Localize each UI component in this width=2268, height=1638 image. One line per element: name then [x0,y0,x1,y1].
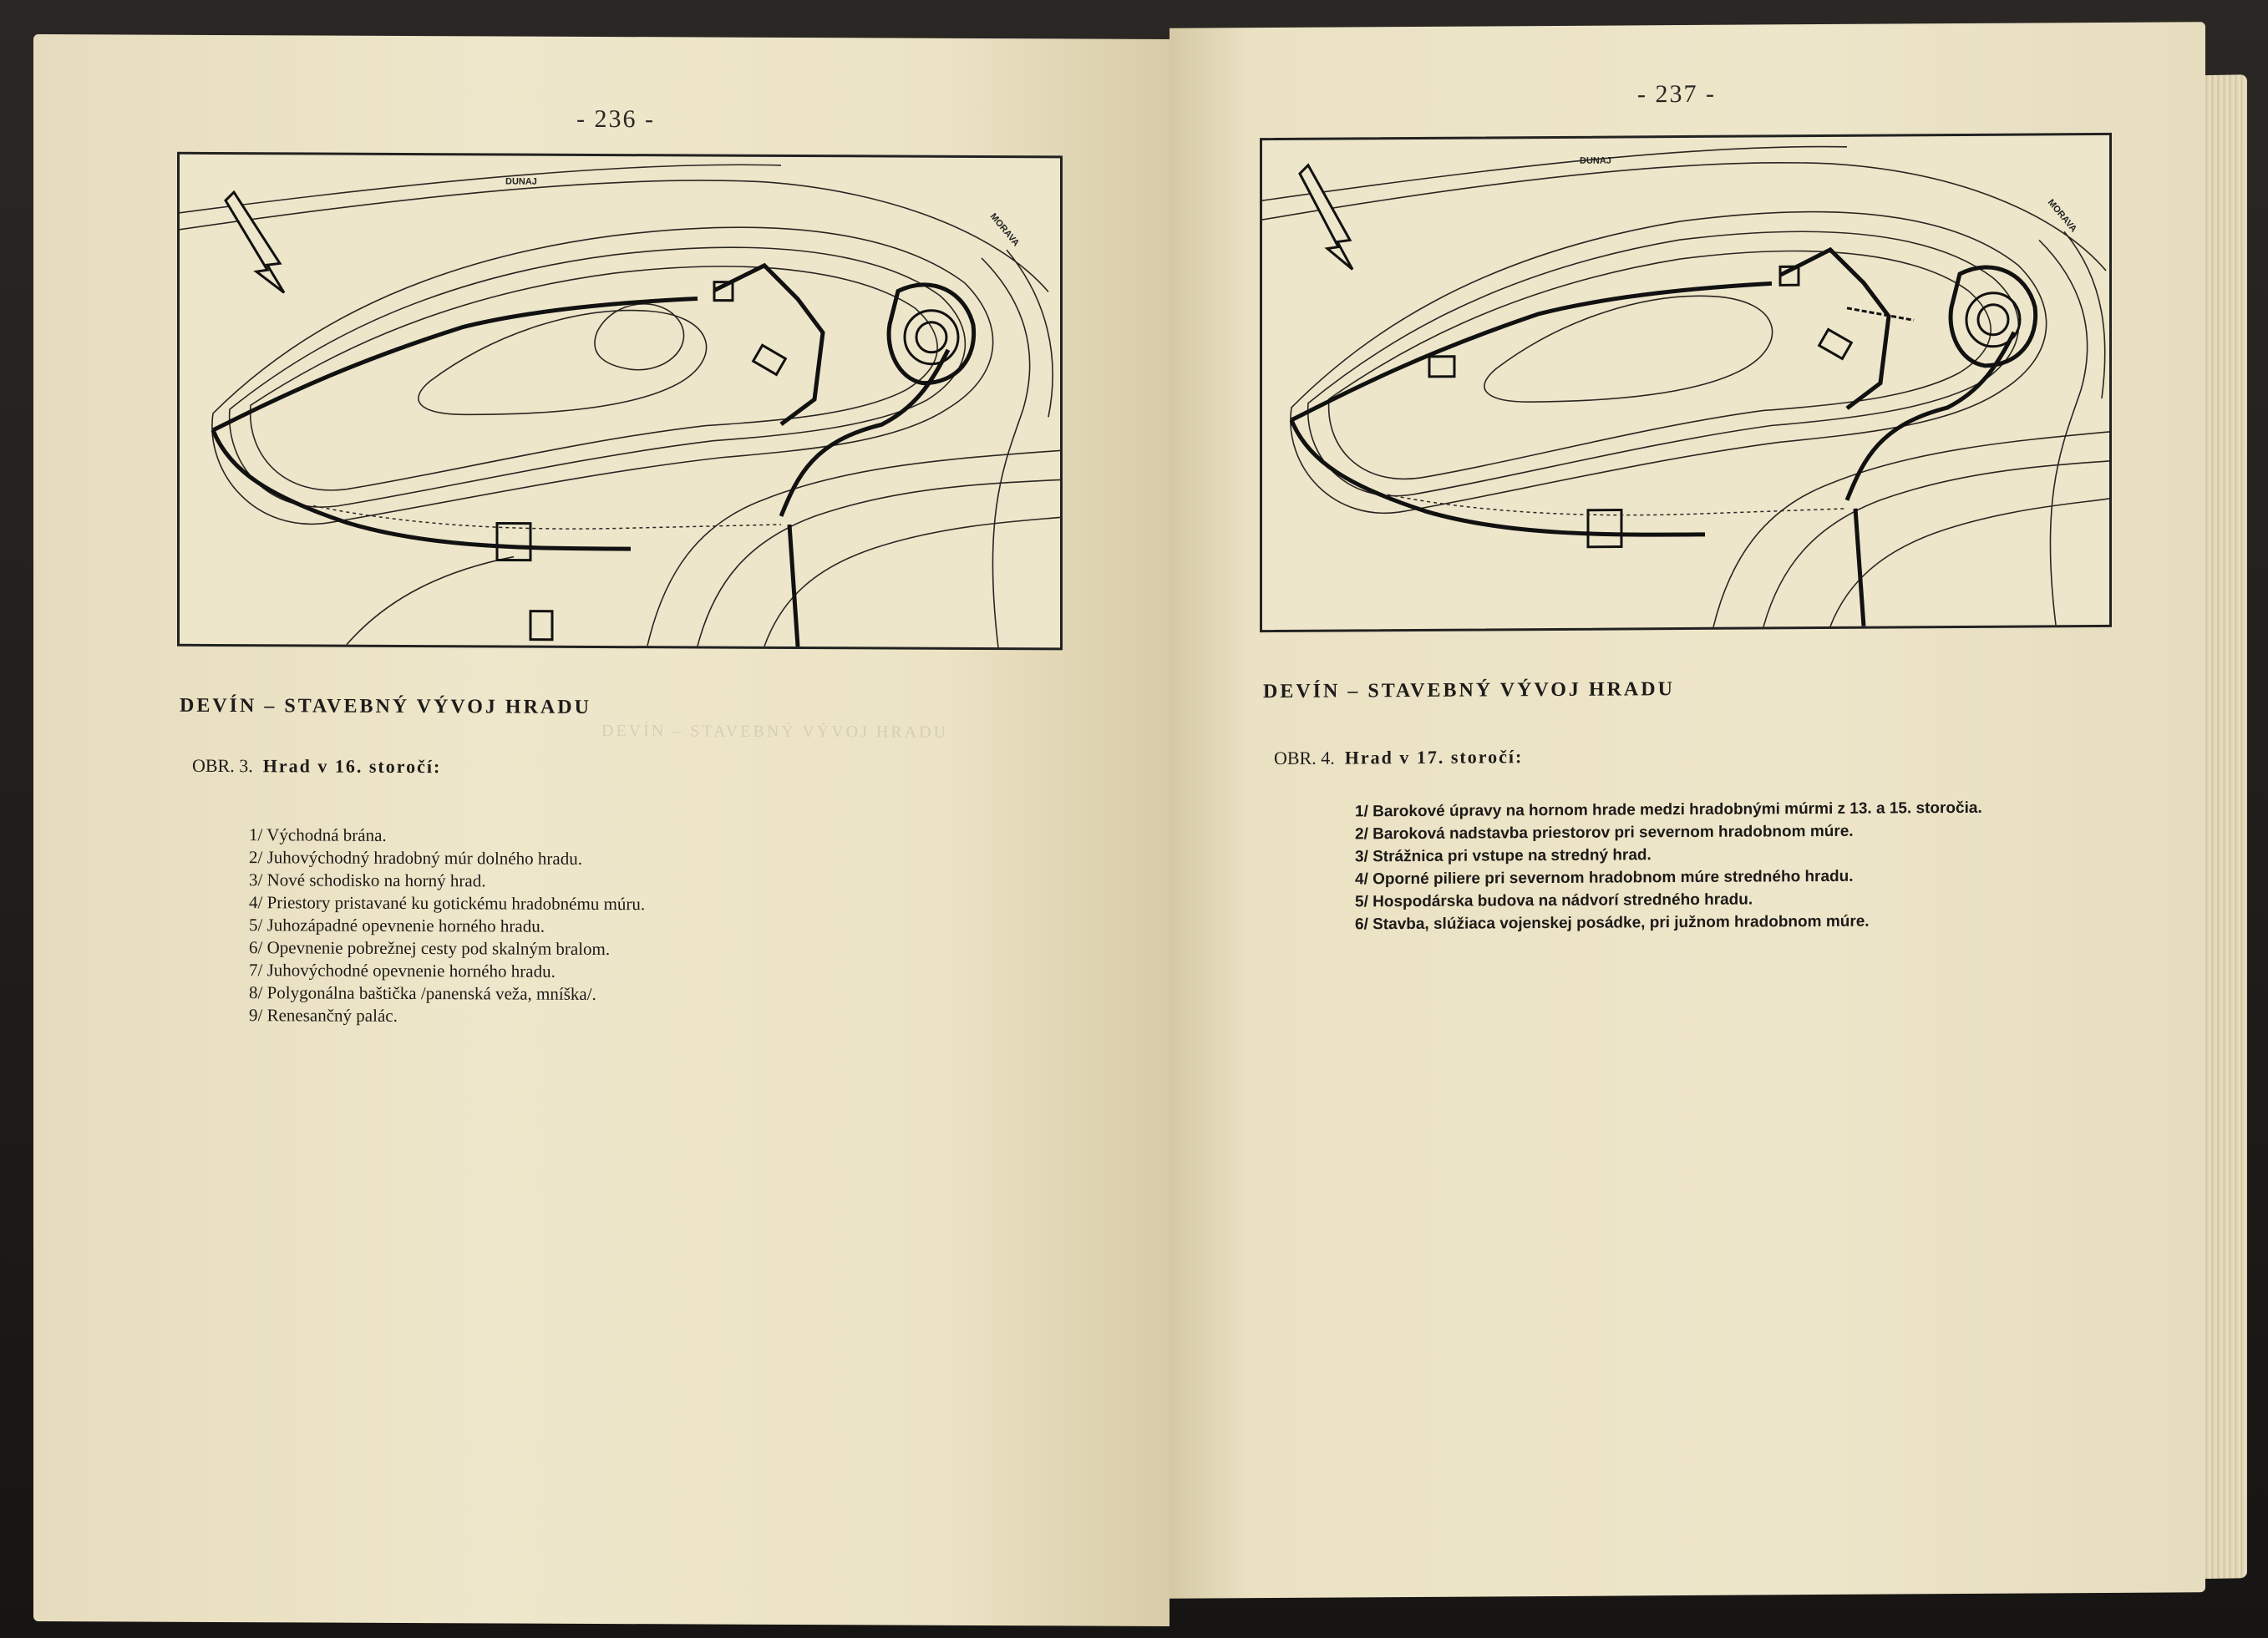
legend-item: 1/ Východná brána. [249,824,387,845]
river-label-top: DUNAJ [1580,155,1611,166]
figure-title: Hrad v 16. storočí: [262,755,442,778]
legend-item: 2/ Juhovýchodný hradobný múr dolného hradu. [249,847,582,869]
figure-number: OBR. 3. [192,754,253,777]
figure-legend-list [1355,797,1982,936]
legend-item: 3/ Strážnica pri vstupe na stredný hrad. [1355,846,1652,866]
legend-item: 4/ Oporné piliere pri severnom hradobnom múre stredného hradu. [1355,867,1854,889]
page-number: - 236 - [576,104,655,134]
figure-title: Hrad v 17. storočí: [1344,746,1524,768]
left-page [33,34,1170,1626]
figure-caption: DEVÍN – STAVEBNÝ VÝVOJ HRADU [180,694,591,718]
river-label-right: MORAVA [987,211,1022,249]
legend-item: 9/ Renesančný palác. [249,1005,398,1026]
legend-item: 6/ Stavba, slúžiaca vojenskej posádke, pri južnom hradobnom múre. [1355,912,1870,934]
legend-item: 2/ Baroková nadstavba priestorov pri severnom hradobnom múre. [1355,822,1854,844]
figure-number: OBR. 4. [1274,747,1335,769]
contour-map-drawing [180,155,1060,648]
legend-item: 8/ Polygonálna baštička /panenská veža, mníška/. [249,982,596,1004]
legend-item: 7/ Juhovýchodné opevnenie horného hradu. [249,960,556,981]
contour-map-drawing [1262,135,2109,630]
legend-item: 4/ Priestory pristavané ku gotickému hradobnému múru. [249,892,646,915]
figure-label [1274,746,1523,769]
legend-item: 5/ Juhozápadné opevnenie horného hradu. [249,915,545,936]
castle-plan-map [1260,133,2112,632]
figure-caption: DEVÍN – STAVEBNÝ VÝVOJ HRADU [1263,678,1675,703]
legend-item: 5/ Hospodárska budova na nádvorí stredného hradu. [1355,890,1753,911]
legend-item: 1/ Barokové úpravy na hornom hrade medzi hradobnými múrmi z 13. a 15. storočia. [1355,799,1982,821]
castle-plan-map [177,152,1063,651]
river-label-right: MORAVA [2045,197,2079,235]
right-page [1170,22,2205,1599]
legend-item: 6/ Opevnenie pobrežnej cesty pod skalným bralom. [249,937,611,960]
figure-legend-list [249,824,645,1028]
figure-label [192,755,441,778]
show-through-text: DEVÍN – STAVEBNÝ VÝVOJ HRADU [601,722,949,742]
page-number: - 237 - [1637,79,1716,109]
river-label-top: DUNAJ [505,176,537,187]
legend-item: 3/ Nové schodisko na horný hrad. [249,870,486,891]
